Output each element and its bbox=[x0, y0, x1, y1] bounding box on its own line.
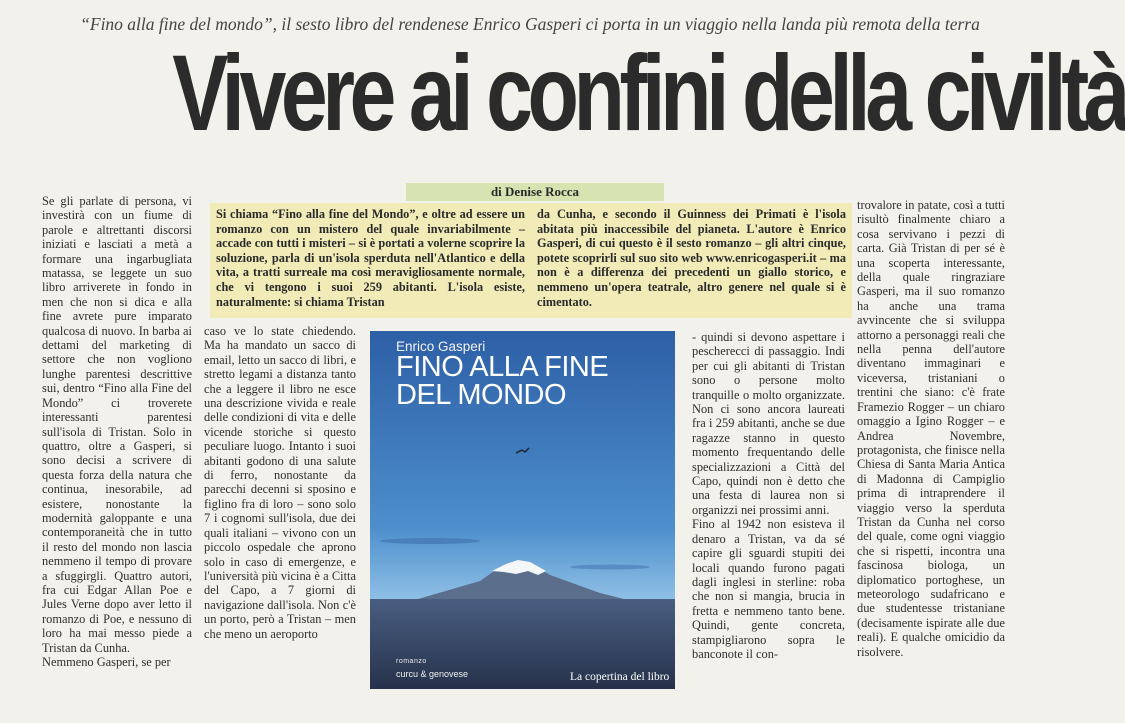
cover-author: Enrico Gasperi bbox=[396, 339, 486, 354]
column-3-paragraph-2: Fino al 1942 non esisteva il denaro a Tristan, va da sé capire gli sguardi stupiti dei locali quando furono pagati dagli inglesi in sterline: roba che non si mangia, brucia in fretta e nemmeno tanto bene. Quindi, gente concreta, stampigliarono sopra le banconote il con- bbox=[692, 517, 845, 661]
column-1-paragraph-2: Nemmeno Gasperi, se per bbox=[42, 655, 171, 669]
article-byline: di Denise Rocca bbox=[406, 183, 664, 201]
article-deck bbox=[210, 203, 852, 318]
column-2-paragraph: caso ve lo state chiedendo. Ma ha mandato un sacco di email, letto un sacco di libri, e stretto legami a distanza tanto che a leggere il libro ne esce una descrizione vivida e reale delle condizioni di vita e delle vicende storiche si questo peculiare luogo. Intanto i suoi abitanti godono di una salute di ferro, nonostante da parecchi decenni si sposino e figlino fra di loro – sono solo 7 i cognomi sull'isola, due dei quali italiani – vivono con un piccolo ospedale che aprono solo in caso di emergenze, e l'università più vicina è a Citta del Capo, a 7 giorni di navigazione dall'isola. Non c'è un porto, però a Tristan – men che meno un aeroporto bbox=[204, 324, 356, 641]
column-4-paragraph: trovalore in patate, così a tutti risultò finalmente chiaro a cosa servivano i pezzi di carta. Già Tristan di per sé è una scoperta interessante, della quale ringraziare Gasperi, ma il suo romanzo ha anche una trama avvincente che si sviluppa attorno a personaggi reali che nella penna dell'autore diventano immaginari e viceversa, tristaniani o trentini che siano: c'è frate Framezio Rogger – un chiaro omaggio a Igino Rogger – e Andrea Novembre, protagonista, che finisce nella Chiesa di Santa Maria Antica di Madonna di Campiglio prima di intraprendere il viaggio verso la sperduta Tristan da Cunha nel corso del quale, come ogni viaggio che si rispetti, incontra una fascinosa biologa, un diplomatico portoghese, un meteorologo sudafricano e due studentesse tristaniane (decisamente ispirate alle due reali). E qualche omicidio da risolvere. bbox=[857, 198, 1005, 659]
article-column-2 bbox=[204, 324, 356, 688]
deck-right: da Cunha, e secondo il Guinness dei Primati è l'isola abitata più inaccessibile del pianeta. L'autore è Enrico Gasperi, di cui questo è il sesto romanzo – gli altri cinque, potete scoprirli sul suo sito web www.enricogasperi.it – ma non è a differenza dei precedenti un giallo storico, e nemmeno un'opera teatrale, altro genere nel quale si è cimentato. bbox=[537, 207, 846, 309]
column-3-paragraph-1: - quindi si devono aspettare i pescherecci di passaggio. Indi per cui gli abitanti di Tristan sono o persone molto tranquille o molto organizzate. Non ci sono ancora laureati fra i 259 abitanti, anche se due ragazze stanno in questo momento frequentando delle specializzazioni a Città del Capo, quindi non è detto che una festa di laurea non si organizzi nei prossimi anni. bbox=[692, 330, 845, 517]
article-column-3 bbox=[692, 330, 845, 690]
deck-left: Si chiama “Fino alla fine del Mondo”, e oltre ad essere un romanzo con un mistero del quale invariabilmente – accade con tutti i misteri – si è portati a volerne scoprire la soluzione, parla di un'isola sperduta nell'Atlantico e della vita, a tratti surreale ma così meravigliosamente normale, che vi tengono i suoi 259 abitanti. L'isola esiste, naturalmente: si chiama Tristan bbox=[216, 207, 525, 309]
book-cover-image bbox=[370, 331, 675, 689]
article-headline: Vivere ai confini della civiltà bbox=[172, 32, 1125, 153]
article-column-1 bbox=[42, 194, 192, 684]
cover-title: FINO ALLA FINE DEL MONDO bbox=[396, 351, 609, 411]
cover-caption: La copertina del libro bbox=[570, 671, 670, 683]
article-kicker: “Fino alla fine del mondo”, il sesto libro del rendenese Enrico Gasperi ci porta in un viaggio nella landa più remota della terra bbox=[80, 14, 980, 34]
cover-brand-line-1: romanzo bbox=[396, 658, 427, 665]
column-1-paragraph-1: Se gli parlate di persona, vi investirà con un fiume di parole e altrettanti discorsi iniziati e lasciati a metà a formare una ingarbugliata matassa, se leggete un suo libro arriverete in fondo in men che non si dica e alla fine avrete pure imparato qualcosa di nuovo. In barba ai dettami del marketing di settore che non vogliono lunghe parentesi descrittive sui, dentro “Fino alla Fine del Mondo” ci troverete interessanti parentesi sull'isola di Tristan. Solo in quattro, oltre a Gasperi, si sono decisi a scrivere di questa forza della natura che continua, inesorabile, ad esistere, nonostante la modernità galoppante e una contemporaneità che in tutto il resto del mondo non lascia nemmeno il tempo di provare a sfuggirgli. Quattro autori, fra cui Edgar Allan Poe e Jules Verne dopo aver letto il romanzo di Poe, e nessuno di loro ha mai messo piede a Tristan da Cunha. bbox=[42, 194, 192, 655]
article-column-4 bbox=[857, 198, 1005, 678]
cover-publisher: curcu & genovese bbox=[396, 669, 469, 679]
